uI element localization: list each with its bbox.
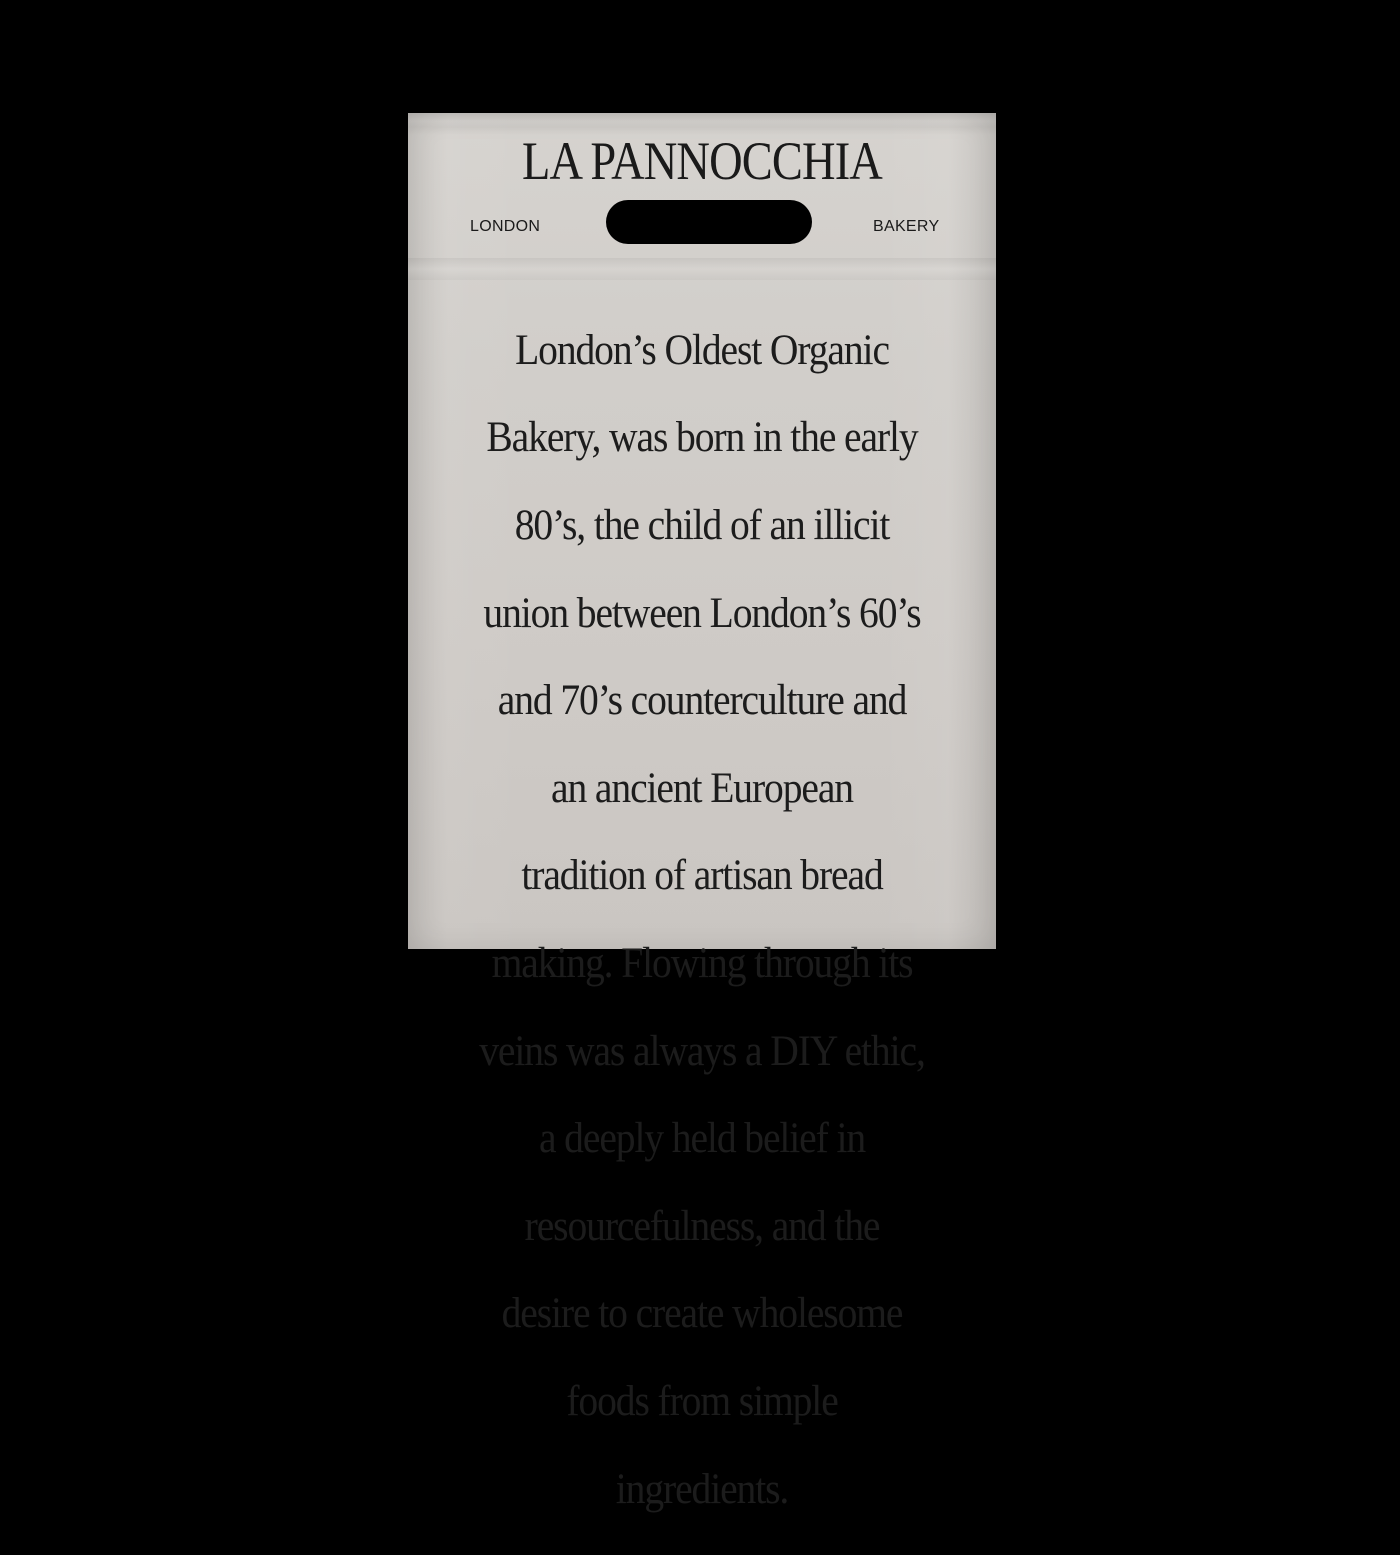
body-line: and 70’s counterculture and xyxy=(497,677,907,725)
location-label: LONDON xyxy=(470,218,541,235)
body-line: tradition of artisan bread xyxy=(521,852,883,900)
tote-bag xyxy=(408,113,996,1513)
body-line: veins was always a DIY ethic, xyxy=(479,1027,925,1075)
brand-name: LA PANNOCCHIA xyxy=(522,131,882,191)
body-copy xyxy=(457,285,946,1555)
category-label: BAKERY xyxy=(873,218,940,235)
body-line: resourcefulness, and the xyxy=(524,1202,880,1250)
body-line: a deeply held belief in xyxy=(538,1115,866,1163)
body-line: desire to create wholesome xyxy=(501,1290,903,1338)
body-line: an ancient European xyxy=(551,764,853,812)
body-line: making. Flowing through its xyxy=(491,939,913,987)
body-line: union between London’s 60’s xyxy=(483,589,921,637)
body-line: foods from simple xyxy=(566,1377,838,1425)
body-line: 80’s, the child of an illicit xyxy=(514,501,890,549)
body-line: London’s Oldest Organic xyxy=(515,326,889,374)
body-line: ingredients. xyxy=(615,1465,789,1513)
body-line: Bakery, was born in the early xyxy=(486,414,918,462)
bag-handle-cutout xyxy=(606,200,812,244)
